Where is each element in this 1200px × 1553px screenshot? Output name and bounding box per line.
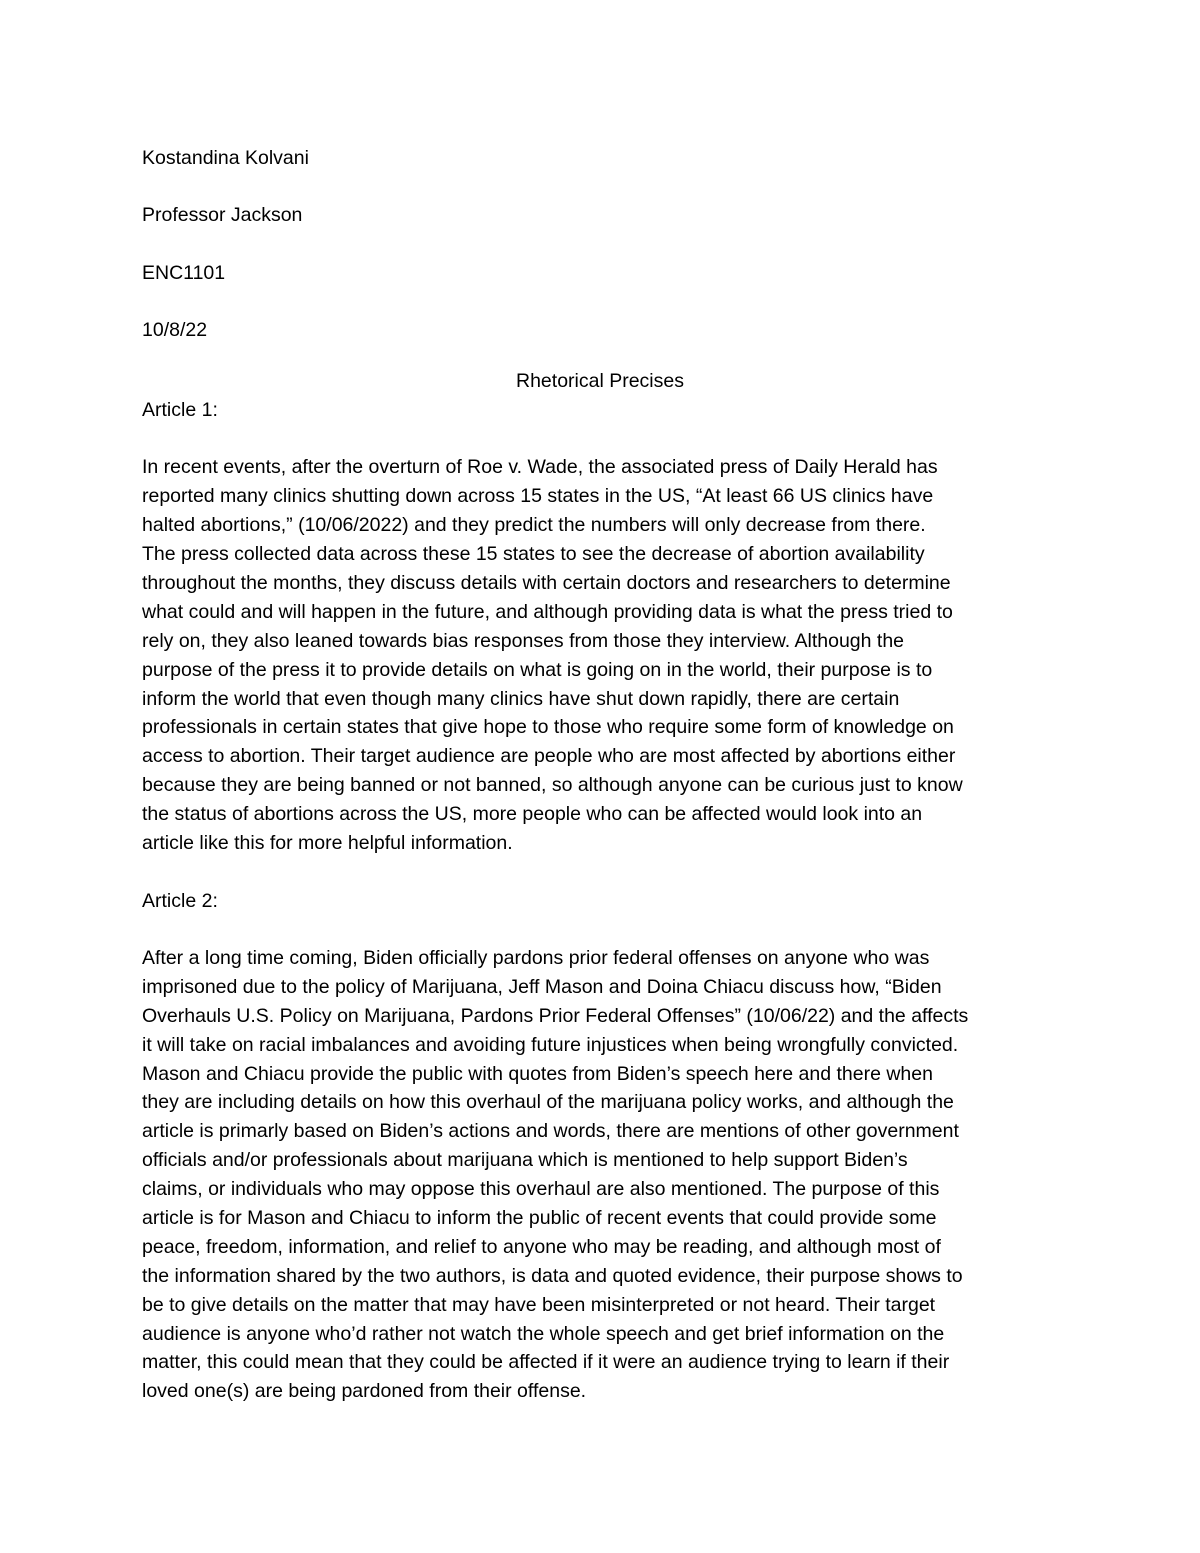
paragraph-line: peace, freedom, information, and relief to anyone who may be reading, and although most of	[142, 1235, 941, 1258]
paragraph-line: reported many clinics shutting down across 15 states in the US, “At least 66 US clinics have	[142, 485, 934, 508]
paragraph-line: loved one(s) are being pardoned from their offense.	[142, 1380, 587, 1403]
document-title: Rhetorical Precises	[516, 370, 684, 393]
paragraph-line: rely on, they also leaned towards bias responses from those they interview. Although the	[142, 629, 905, 652]
article-2-label: Article 2:	[142, 889, 218, 912]
paragraph-line: After a long time coming, Biden officially pardons prior federal offenses on anyone who was	[142, 946, 930, 969]
paragraph-line: they are including details on how this overhaul of the marijuana policy works, and although the	[142, 1091, 954, 1114]
document-body	[142, 144, 1067, 1435]
paragraph-line: imprisoned due to the policy of Marijuana, Jeff Mason and Doina Chiacu discuss how, “Biden	[142, 975, 942, 998]
paragraph-line: the information shared by the two authors, is data and quoted evidence, their purpose shows to	[142, 1264, 963, 1287]
paragraph-line: matter, this could mean that they could be affected if it were an audience trying to learn if their	[142, 1351, 950, 1374]
paragraph-line: be to give details on the matter that may have been misinterpreted or not heard. Their target	[142, 1293, 936, 1316]
paragraph-line: article is primarly based on Biden’s actions and words, there are mentions of other government	[142, 1120, 959, 1143]
paragraph-line: it will take on racial imbalances and avoiding future injustices when being wrongfully convicted.	[142, 1033, 959, 1056]
paragraph-line: halted abortions,” (10/06/2022) and they predict the numbers will only decrease from there.	[142, 514, 926, 537]
course-code: ENC1101	[142, 261, 226, 284]
paragraph-line: claims, or individuals who may oppose this overhaul are also mentioned. The purpose of this	[142, 1178, 940, 1201]
paragraph-line: because they are being banned or not banned, so although anyone can be curious just to know	[142, 774, 963, 797]
article-1-label: Article 1:	[142, 398, 218, 421]
paragraph-line: what could and will happen in the future, and although providing data is what the press tried to	[142, 600, 953, 623]
paragraph-line: The press collected data across these 15 states to see the decrease of abortion availability	[142, 543, 925, 566]
author-name: Kostandina Kolvani	[142, 147, 309, 169]
paragraph-line: Overhauls U.S. Policy on Marijuana, Pardons Prior Federal Offenses” (10/06/22) and the affects	[142, 1004, 969, 1027]
paragraph-line: professionals in certain states that give hope to those who require some form of knowledge on	[142, 716, 954, 739]
paragraph-line: the status of abortions across the US, more people who can be affected would look into an	[142, 803, 923, 826]
paragraph-line: officials and/or professionals about marijuana which is mentioned to help support Biden’s	[142, 1149, 908, 1172]
paragraph-line: throughout the months, they discuss details with certain doctors and researchers to determine	[142, 572, 951, 594]
paragraph-line: purpose of the press it to provide details on what is going on in the world, their purpose is to	[142, 658, 933, 681]
document-date: 10/8/22	[142, 319, 208, 342]
paragraph-line: article like this for more helpful information.	[142, 832, 513, 855]
paragraph-line: Mason and Chiacu provide the public with quotes from Biden’s speech here and there when	[142, 1062, 933, 1085]
paragraph-line: audience is anyone who’d rather not watch the whole speech and get brief information on the	[142, 1322, 945, 1345]
article-2-paragraph	[142, 944, 1067, 1406]
paragraph-line: article is for Mason and Chiacu to inform the public of recent events that could provide some	[142, 1207, 937, 1229]
professor-name: Professor Jackson	[142, 204, 303, 227]
paragraph-line: inform the world that even though many clinics have shut down rapidly, there are certain	[142, 687, 900, 710]
paragraph-line: access to abortion. Their target audience are people who are most affected by abortions either	[142, 745, 956, 768]
paragraph-line: In recent events, after the overturn of Roe v. Wade, the associated press of Daily Herald has	[142, 456, 938, 479]
article-1-paragraph	[142, 453, 1067, 857]
